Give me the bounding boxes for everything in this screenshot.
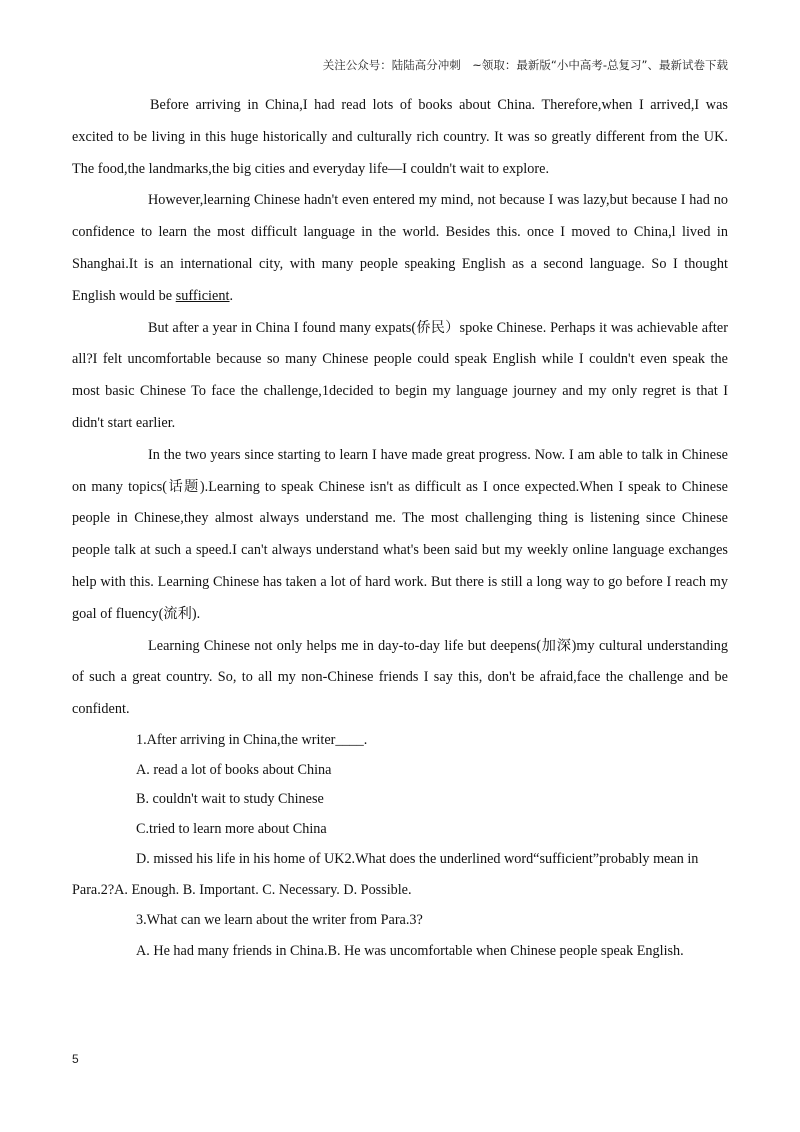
page-content bbox=[72, 90, 743, 967]
question-3-options: A. He had many friends in China.B. He was uncomfortable when Chinese people speak English. bbox=[136, 942, 684, 959]
question-3-stem: 3.What can we learn about the writer from Para.3? bbox=[136, 912, 423, 929]
question-1-option-d-and-question-2: D. missed his life in his home of UK2.What does the underlined word“sufficient”probably mean in Para.2?A. Enough. B. Important. C. Necessary. D. Possible. bbox=[72, 851, 699, 899]
passage-paragraph-3: But after a year in China I found many expats(侨民）spoke Chinese. Perhaps it was achievable after all?I felt uncomfortable because so many Chinese people could speak English while I couldn't even speak the most basic Chinese To face the challenge,1decided to begin my language journey and my only regret is that I didn't start earlier. bbox=[72, 319, 728, 431]
passage-paragraph-1: Before arriving in China,I had read lots of books about China. Therefore,when I arrived,I was excited to be living in this huge historically and culturally rich country. It was so greatly different from the UK. The food,the landmarks,the big cities and everyday life—I couldn't wait to explore. bbox=[72, 97, 728, 177]
passage-paragraph-2-text: However,learning Chinese hadn't even entered my mind, not because I was lazy,but because I had no confidence to learn the most difficult language in the world. Besides this. once I moved to China,l lived in Shanghai.It is an international city, with many people speaking English as a second language. So I thought English would be bbox=[72, 192, 728, 304]
page-header: 关注公众号：陆陆高分冲刺 ~领取：最新版“小中高考-总复习”、最新试卷下载 bbox=[322, 58, 728, 72]
underlined-word-sufficient: sufficient bbox=[175, 287, 230, 304]
passage-paragraph-4: In the two years since starting to learn I have made great progress. Now. I am able to talk in Chinese on many topics(话题).Learning to speak Chinese isn't as difficult as I once expected.When I speak to Chinese people in Chinese,they almost always understand me. The most challenging thing is listening since Chinese people talk at such a speed.I can't always understand what's been said but my weekly online language exchanges help with this. Learning Chinese has taken a lot of hard work. But there is still a long way to go before I reach my goal of fluency(流利). bbox=[72, 446, 728, 622]
question-1-option-c: C.tried to learn more about China bbox=[136, 820, 327, 837]
page-number: 5 bbox=[72, 1052, 79, 1066]
passage-paragraph-2-end: . bbox=[229, 287, 234, 304]
question-1-option-a: A. read a lot of books about China bbox=[136, 761, 332, 778]
question-1-stem: 1.After arriving in China,the writer____. bbox=[136, 731, 368, 748]
question-1-option-b: B. couldn't wait to study Chinese bbox=[136, 791, 324, 808]
passage-paragraph-5: Learning Chinese not only helps me in day-to-day life but deepens(加深)my cultural understanding of such a great country. So, to all my non-Chinese friends I say this, don't be afraid,face the challenge and be confident. bbox=[72, 637, 743, 718]
passage-paragraph-2 bbox=[72, 185, 728, 312]
